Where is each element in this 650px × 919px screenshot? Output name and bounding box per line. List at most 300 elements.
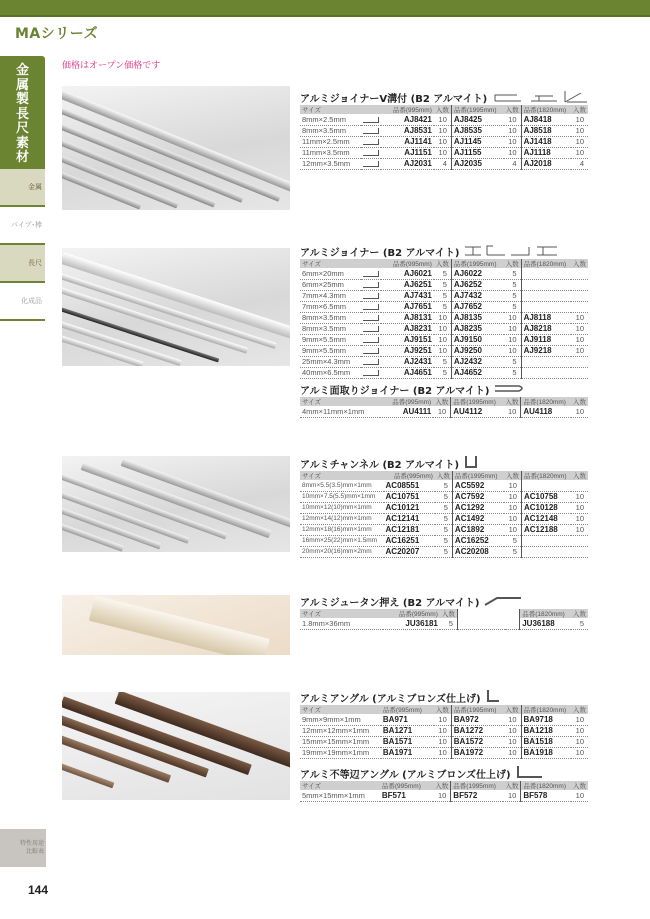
table-cell: 15mm×15mm×1mm: [300, 736, 381, 747]
profile-shape-icon: [485, 689, 501, 706]
col-size: サイズ: [300, 471, 384, 480]
table-cell: AC10121: [384, 502, 435, 513]
comparison-label-2: 比較表: [25, 848, 44, 855]
page-number: 144: [28, 883, 49, 897]
table-cell: 5: [435, 535, 453, 546]
col-qty: 入数: [435, 471, 453, 480]
table-cell: 5: [434, 356, 452, 367]
price-note: 価格はオープン価格です: [62, 61, 161, 71]
table-cell: 7mm×4.3mm: [300, 290, 361, 301]
col-size: サイズ: [300, 259, 361, 268]
table-cell: [361, 290, 381, 301]
table-cell: AJ8218: [521, 323, 571, 334]
table-cell: [361, 367, 381, 378]
table-cell: 8mm×3.5mm: [300, 312, 361, 323]
table-cell: 19mm×19mm×1mm: [300, 747, 381, 758]
table-cell: 8mm×3.5mm: [300, 323, 361, 334]
table-cell: 5: [504, 301, 522, 312]
table-cell: [505, 618, 519, 629]
table-cell: AC10751: [384, 491, 435, 502]
section-chamfer-joiner: [300, 382, 588, 418]
table-cell: [361, 356, 381, 367]
table-cell: AJ2035: [451, 158, 503, 169]
table-cell: BA1918: [521, 747, 571, 758]
table-cell: AC08551: [384, 480, 435, 491]
table-cell: 10: [571, 725, 588, 736]
table-cell: 10: [571, 747, 588, 758]
table-cell: [571, 290, 588, 301]
table-cell: 5mm×15mm×1mm: [300, 790, 380, 801]
col-qty: 入数: [504, 259, 522, 268]
table-cell: 10: [434, 312, 452, 323]
table-cell: 5: [440, 618, 458, 629]
table-cell: 5: [435, 480, 453, 491]
section-carpet-edge: [300, 594, 588, 630]
table-cell: [361, 323, 381, 334]
table-cell: AJ2031: [381, 158, 434, 169]
table-row: [300, 736, 588, 747]
table-cell: 5: [504, 546, 522, 557]
table-cell: AJ4652: [451, 367, 503, 378]
sidebar-category-metal-long[interactable]: [0, 56, 45, 169]
table-cell: 12mm×18(16)mm×1mm: [300, 524, 384, 535]
table-row: [300, 524, 588, 535]
table-cell: 10: [504, 345, 522, 356]
table-cell: AU4112: [451, 406, 504, 417]
table-cell: [571, 367, 588, 378]
table-cell: 11mm×2.5mm: [300, 136, 361, 147]
table-cell: 10: [434, 747, 452, 758]
table-cell: BF571: [380, 790, 433, 801]
table-cell: 40mm×6.5mm: [300, 367, 361, 378]
table-cell: [361, 158, 381, 169]
table-cell: 10: [504, 502, 522, 513]
table-cell: AC1292: [452, 502, 504, 513]
table-cell: BA972: [451, 714, 503, 725]
sidebar-char: 材: [15, 150, 29, 165]
table-row: [300, 747, 588, 758]
table-cell: BF572: [451, 790, 504, 801]
table-cell: AJ1151: [381, 147, 434, 158]
table-cell: 25mm×4.3mm: [300, 356, 361, 367]
table-cell: 10: [504, 736, 522, 747]
table-row: [300, 323, 588, 334]
section-title: アルミジョイナー (B2 アルマイト): [300, 248, 460, 259]
table-cell: AC12181: [384, 524, 435, 535]
table-cell: 10: [571, 736, 588, 747]
table-cell: [571, 268, 588, 279]
table-cell: AJ6022: [451, 268, 503, 279]
table-cell: AJ6251: [381, 279, 434, 290]
section-title: アルミジョイナーV溝付 (B2 アルマイト): [300, 94, 488, 105]
col-size: サイズ: [300, 397, 380, 406]
profile-shape-icon: [515, 765, 543, 782]
table-cell: AC12141: [384, 513, 435, 524]
table-cell: AC1892: [452, 524, 504, 535]
col-qty: 入数: [573, 261, 586, 268]
table-cell: AC5592: [452, 480, 504, 491]
section-bronze-angle: [300, 690, 588, 759]
col-qty: 入数: [434, 105, 452, 114]
table-cell: 12mm×12mm×1mm: [300, 725, 381, 736]
table-cell: 10mm×7.5(5.5)mm×1mm: [300, 491, 384, 502]
col-1995: 品番(1995mm): [451, 705, 503, 714]
table-cell: [521, 279, 571, 290]
table-cell: 10mm×12(10)mm×1mm: [300, 502, 384, 513]
table-cell: 10: [504, 491, 522, 502]
product-photo-joiner: [62, 248, 290, 366]
table-cell: AJ4651: [381, 367, 434, 378]
table-row: [300, 535, 588, 546]
col-995: 品番(995mm): [383, 609, 440, 618]
table-cell: [361, 279, 381, 290]
table-cell: AJ8231: [381, 323, 434, 334]
col-1995: 品番(1995mm): [451, 105, 503, 114]
table-cell: [361, 301, 381, 312]
col-1820: 品番(1820mm): [521, 471, 571, 480]
table-cell: AJ2431: [381, 356, 434, 367]
table-cell: AJ1155: [451, 147, 503, 158]
table-cell: 5: [435, 524, 453, 535]
col-qty: 入数: [434, 705, 452, 714]
table-cell: 4: [504, 158, 522, 169]
table-cell: 10: [571, 513, 588, 524]
col-1820: 品番(1820mm): [521, 105, 571, 114]
table-cell: AC10758: [521, 491, 571, 502]
table-cell: AU4118: [521, 406, 571, 417]
table-cell: 10: [504, 323, 522, 334]
table-cell: AJ1141: [381, 136, 434, 147]
col-qty: 入数: [440, 609, 458, 618]
table-cell: 10: [434, 334, 452, 345]
col-qty: 入数: [504, 105, 522, 114]
table-cell: 5: [435, 491, 453, 502]
sidebar-tab-metal[interactable]: 金属: [0, 169, 45, 207]
table-cell: AU4111: [380, 406, 434, 417]
table-cell: BA1572: [451, 736, 503, 747]
sidebar-tab-long[interactable]: 長尺: [0, 245, 45, 283]
table-row: [300, 290, 588, 301]
table-cell: AJ8425: [451, 114, 503, 125]
sidebar-char: 金: [15, 63, 29, 78]
table-cell: AJ1118: [521, 147, 571, 158]
table-cell: 10: [571, 714, 588, 725]
table-cell: 5: [504, 367, 522, 378]
product-photo-channel: [62, 456, 290, 552]
profile-shape-icon: [463, 455, 479, 472]
sidebar-tab-comparison[interactable]: [0, 829, 46, 867]
profile-shape-icon: [483, 593, 523, 610]
table-cell: [521, 546, 571, 557]
product-table: [300, 471, 588, 558]
table-cell: 10: [504, 524, 522, 535]
section-unequal-angle: [300, 766, 588, 802]
table-cell: 10: [571, 524, 588, 535]
table-cell: AC1492: [452, 513, 504, 524]
table-cell: BA971: [381, 714, 434, 725]
table-cell: 5: [435, 546, 453, 557]
table-cell: 10: [504, 747, 522, 758]
table-cell: [521, 301, 571, 312]
table-cell: BA1571: [381, 736, 434, 747]
table-cell: 5: [571, 618, 588, 629]
table-cell: 10: [433, 790, 451, 801]
table-cell: [521, 356, 571, 367]
table-cell: 10: [434, 323, 452, 334]
profile-shape-icon: [463, 243, 563, 260]
col-qty: 入数: [503, 781, 521, 790]
table-cell: AJ8418: [521, 114, 571, 125]
col-1995: 品番(1995mm): [452, 471, 504, 480]
sidebar-char: 製: [15, 92, 29, 107]
table-cell: 10: [504, 725, 522, 736]
table-header-cell: [361, 105, 381, 114]
section-title: アルミチャンネル (B2 アルマイト): [300, 460, 460, 471]
sidebar-char: 長: [15, 106, 29, 122]
table-cell: AC20207: [384, 546, 435, 557]
sidebar-tab-pipe-rod[interactable]: パイプ･棒: [0, 207, 45, 245]
product-table: [300, 609, 588, 630]
col-1995: 品番(1995mm): [451, 397, 504, 406]
table-cell: AC10128: [521, 502, 571, 513]
table-cell: 10: [503, 406, 521, 417]
table-cell: AJ9218: [521, 345, 571, 356]
table-cell: 5: [435, 502, 453, 513]
table-cell: AJ8535: [451, 125, 503, 136]
table-cell: 10: [571, 502, 588, 513]
col-1820: 品番(1820mm): [521, 397, 571, 406]
section-v-groove-joiner: [300, 90, 588, 170]
product-table: [300, 705, 588, 759]
table-row: [300, 406, 588, 417]
table-cell: 10: [434, 136, 452, 147]
col-995: 品番(995mm): [381, 259, 434, 268]
table-row: [300, 114, 588, 125]
table-cell: 8mm×3.5mm: [300, 125, 361, 136]
table-cell: 5: [504, 535, 522, 546]
table-cell: 10: [434, 736, 452, 747]
table-cell: 1.8mm×36mm: [300, 618, 383, 629]
col-qty: 入数: [573, 107, 586, 114]
table-cell: AJ9151: [381, 334, 434, 345]
col-995: 品番(995mm): [380, 397, 434, 406]
table-cell: BA1518: [521, 736, 571, 747]
col-qty: 入数: [504, 471, 522, 480]
col-qty: 入数: [433, 781, 451, 790]
table-cell: AJ9250: [451, 345, 503, 356]
table-cell: [521, 535, 571, 546]
table-cell: 9mm×9mm×1mm: [300, 714, 381, 725]
col-qty: 入数: [503, 397, 521, 406]
table-row: [300, 480, 588, 491]
table-cell: [571, 480, 588, 491]
table-cell: 6mm×20mm: [300, 268, 361, 279]
col-qty: 入数: [573, 473, 586, 480]
profile-shape-icon: [491, 89, 591, 106]
section-channel: [300, 456, 588, 558]
table-cell: 10: [571, 125, 588, 136]
sidebar-char: 尺: [15, 121, 29, 136]
table-row: [300, 301, 588, 312]
table-cell: AC7592: [452, 491, 504, 502]
table-cell: AC16251: [384, 535, 435, 546]
table-cell: AJ2432: [451, 356, 503, 367]
table-cell: JU36188: [520, 618, 571, 629]
product-photo-v-joiner: [62, 86, 290, 210]
product-table: [300, 105, 588, 170]
table-cell: [361, 147, 381, 158]
table-row: [300, 279, 588, 290]
table-cell: 5: [434, 268, 452, 279]
table-cell: [571, 546, 588, 557]
table-row: [300, 158, 588, 169]
table-cell: AC16252: [452, 535, 504, 546]
table-cell: AJ2018: [521, 158, 571, 169]
sidebar-tab-chemical[interactable]: 化成品: [0, 283, 45, 321]
table-header-cell: [361, 259, 381, 268]
table-cell: 10: [504, 513, 522, 524]
col-1820: 品番(1820mm): [521, 259, 571, 268]
section-title: アルミ不等辺アングル (アルミブロンズ仕上げ): [300, 770, 511, 781]
table-row: [300, 725, 588, 736]
table-cell: 10: [504, 147, 522, 158]
table-cell: 5: [504, 279, 522, 290]
col-1820: 品番(1820mm): [521, 781, 571, 790]
table-cell: 10: [434, 114, 452, 125]
table-cell: AJ1418: [521, 136, 571, 147]
col-qty: 入数: [434, 259, 452, 268]
table-cell: AJ9150: [451, 334, 503, 345]
table-cell: 5: [434, 367, 452, 378]
col-size: サイズ: [300, 105, 361, 114]
col-1995: 品番(1995mm): [451, 781, 504, 790]
table-cell: AJ6252: [451, 279, 503, 290]
table-cell: 7mm×6.5mm: [300, 301, 361, 312]
table-row: [300, 790, 588, 801]
product-table: [300, 397, 588, 418]
table-cell: [361, 345, 381, 356]
table-cell: AJ9251: [381, 345, 434, 356]
table-cell: 10: [434, 147, 452, 158]
col-995: 品番(995mm): [381, 105, 434, 114]
table-header-cell: [457, 609, 505, 618]
table-cell: BA1218: [521, 725, 571, 736]
table-cell: AJ8531: [381, 125, 434, 136]
table-cell: AJ8518: [521, 125, 571, 136]
table-cell: [571, 301, 588, 312]
table-cell: 10: [504, 125, 522, 136]
table-row: [300, 268, 588, 279]
table-row: [300, 345, 588, 356]
table-cell: 10: [504, 114, 522, 125]
col-size: サイズ: [300, 609, 383, 618]
col-qty: 入数: [504, 705, 522, 714]
table-cell: AJ9118: [521, 334, 571, 345]
table-cell: 20mm×20(16)mm×2mm: [300, 546, 384, 557]
table-cell: AJ7651: [381, 301, 434, 312]
table-cell: 4: [434, 158, 452, 169]
table-row: [300, 334, 588, 345]
col-995: 品番(995mm): [380, 781, 433, 790]
table-cell: [571, 535, 588, 546]
col-1820: 品番(1820mm): [520, 609, 571, 618]
table-cell: AC12188: [521, 524, 571, 535]
col-size: サイズ: [300, 705, 381, 714]
col-1995: 品番(1995mm): [451, 259, 503, 268]
table-row: [300, 356, 588, 367]
table-cell: AJ8135: [451, 312, 503, 323]
col-1820: 品番(1820mm): [521, 705, 571, 714]
table-cell: 10: [434, 714, 452, 725]
table-cell: 5: [434, 290, 452, 301]
table-row: [300, 513, 588, 524]
table-cell: [361, 136, 381, 147]
table-cell: [361, 334, 381, 345]
table-cell: BA1972: [451, 747, 503, 758]
section-title: アルミアングル (アルミブロンズ仕上げ): [300, 694, 481, 705]
table-cell: 10: [571, 147, 588, 158]
table-row: [300, 367, 588, 378]
table-cell: [361, 312, 381, 323]
table-cell: AJ8131: [381, 312, 434, 323]
table-cell: [571, 356, 588, 367]
table-cell: 10: [433, 406, 451, 417]
top-bar: [0, 0, 650, 17]
section-title: アルミ面取りジョイナー (B2 アルマイト): [300, 386, 490, 397]
table-cell: 10: [571, 345, 588, 356]
table-row: [300, 546, 588, 557]
table-cell: AJ6021: [381, 268, 434, 279]
table-cell: 10: [571, 491, 588, 502]
table-cell: 10: [434, 125, 452, 136]
table-cell: 5: [504, 290, 522, 301]
table-cell: [361, 125, 381, 136]
table-cell: 6mm×25mm: [300, 279, 361, 290]
table-cell: [571, 279, 588, 290]
table-cell: 5: [434, 301, 452, 312]
table-cell: 5: [434, 279, 452, 290]
table-cell: 9mm×5.5mm: [300, 345, 361, 356]
table-row: [300, 312, 588, 323]
section-title: アルミジュータン押え (B2 アルマイト): [300, 598, 480, 609]
table-row: [300, 125, 588, 136]
table-cell: 10: [434, 725, 452, 736]
table-cell: 10: [504, 714, 522, 725]
table-cell: 10: [504, 480, 522, 491]
table-cell: BA1271: [381, 725, 434, 736]
table-cell: 5: [435, 513, 453, 524]
product-photo-bronze-angle: [62, 692, 290, 800]
table-row: [300, 618, 588, 629]
comparison-label-1: 特性用途: [19, 840, 44, 847]
table-cell: BA1971: [381, 747, 434, 758]
col-qty: 入数: [573, 399, 586, 406]
table-row: [300, 502, 588, 513]
table-cell: AJ7652: [451, 301, 503, 312]
table-cell: [361, 114, 381, 125]
sidebar-char: 素: [15, 135, 29, 151]
table-cell: BA1272: [451, 725, 503, 736]
sidebar-char: 属: [15, 77, 29, 93]
table-cell: [457, 618, 505, 629]
series-title: MAシリーズ: [15, 26, 99, 42]
table-cell: 16mm×25(22)mm×1.5mm: [300, 535, 384, 546]
table-cell: 10: [504, 312, 522, 323]
table-cell: 10: [504, 334, 522, 345]
col-qty: 入数: [573, 783, 586, 790]
table-cell: 11mm×3.5mm: [300, 147, 361, 158]
table-cell: 8mm×2.5mm: [300, 114, 361, 125]
